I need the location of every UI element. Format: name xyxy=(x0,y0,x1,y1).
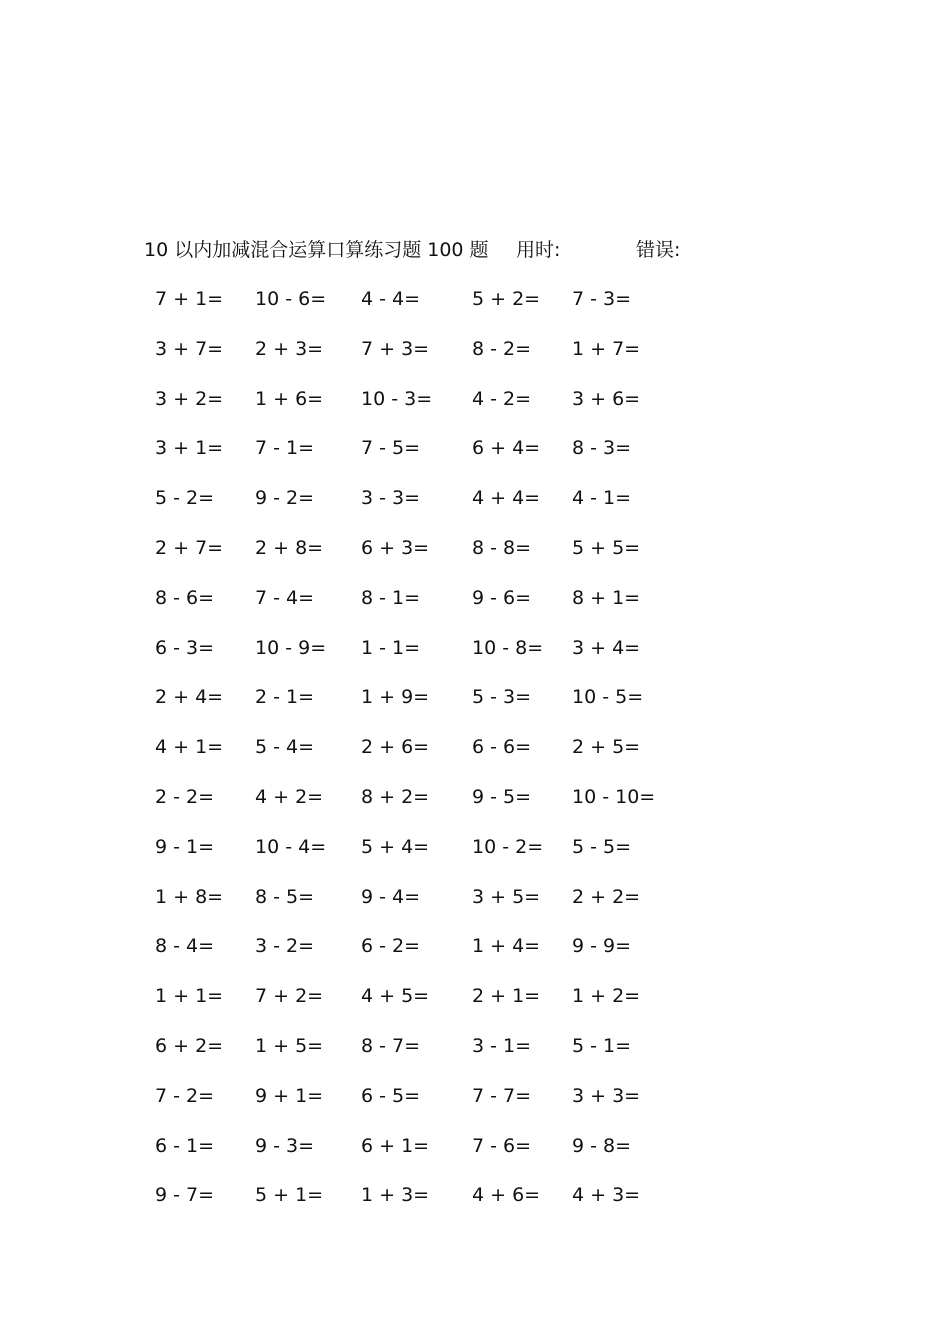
problem-cell: 9 - 5= xyxy=(472,785,532,808)
problem-cell: 5 - 2= xyxy=(155,487,215,510)
problem-cell: 2 + 5= xyxy=(572,736,641,759)
problem-cell: 4 + 4= xyxy=(472,487,541,510)
problem-cell: 3 + 3= xyxy=(572,1084,641,1107)
problem-cell: 8 - 8= xyxy=(472,536,532,559)
problem-cell: 7 + 1= xyxy=(155,288,224,310)
problem-cell: 6 - 3= xyxy=(155,636,215,659)
problem-cell: 8 - 1= xyxy=(361,586,421,609)
problem-cell: 4 + 2= xyxy=(255,785,324,808)
problem-cell: 6 - 1= xyxy=(155,1134,215,1157)
problem-cell: 1 - 1= xyxy=(361,636,421,659)
problem-cell: 3 + 2= xyxy=(155,387,224,410)
problem-cell: 4 - 1= xyxy=(572,487,632,510)
problem-row xyxy=(0,636,950,686)
problem-cell: 10 - 2= xyxy=(472,835,544,858)
problem-cell: 10 - 5= xyxy=(572,686,644,709)
problem-row xyxy=(0,685,950,735)
problem-cell: 2 + 8= xyxy=(255,536,324,559)
problem-cell: 6 - 6= xyxy=(472,736,532,759)
problem-cell: 5 + 2= xyxy=(472,288,541,310)
problem-row xyxy=(0,885,950,935)
problem-cell: 8 - 5= xyxy=(255,885,315,908)
problem-cell: 6 - 2= xyxy=(361,935,421,958)
problem-row xyxy=(0,1034,950,1084)
problem-cell: 7 - 7= xyxy=(472,1084,532,1107)
problem-cell: 7 - 3= xyxy=(572,288,632,310)
problem-cell: 5 + 1= xyxy=(255,1184,324,1207)
problem-cell: 5 + 5= xyxy=(572,536,641,559)
problem-row xyxy=(0,586,950,636)
problem-cell: 6 + 4= xyxy=(472,437,541,460)
problem-grid xyxy=(0,287,950,1233)
problem-cell: 1 + 4= xyxy=(472,935,541,958)
problem-cell: 6 + 1= xyxy=(361,1134,430,1157)
problem-cell: 1 + 7= xyxy=(572,337,641,360)
problem-cell: 9 + 1= xyxy=(255,1084,324,1107)
problem-row xyxy=(0,536,950,586)
problem-cell: 7 - 5= xyxy=(361,437,421,460)
problem-cell: 2 + 3= xyxy=(255,337,324,360)
time-used-label: 用时: xyxy=(516,239,561,261)
problem-cell: 3 + 6= xyxy=(572,387,641,410)
problem-cell: 1 + 8= xyxy=(155,885,224,908)
worksheet-title: 10 以内加减混合运算口算练习题 100 题 xyxy=(144,239,489,261)
problem-cell: 7 - 6= xyxy=(472,1134,532,1157)
problem-row xyxy=(0,337,950,387)
problem-cell: 2 + 4= xyxy=(155,686,224,709)
problem-cell: 2 + 6= xyxy=(361,736,430,759)
problem-cell: 3 + 5= xyxy=(472,885,541,908)
problem-cell: 10 - 10= xyxy=(572,785,656,808)
problem-row xyxy=(0,436,950,486)
problem-cell: 8 - 7= xyxy=(361,1034,421,1057)
errors-label: 错误: xyxy=(636,239,681,261)
problem-cell: 9 - 3= xyxy=(255,1134,315,1157)
problem-cell: 4 - 4= xyxy=(361,288,421,310)
problem-cell: 2 - 1= xyxy=(255,686,315,709)
problem-cell: 9 - 8= xyxy=(572,1134,632,1157)
problem-cell: 9 - 7= xyxy=(155,1184,215,1207)
problem-cell: 10 - 9= xyxy=(255,636,327,659)
problem-cell: 10 - 4= xyxy=(255,835,327,858)
problem-cell: 5 - 4= xyxy=(255,736,315,759)
problem-row xyxy=(0,486,950,536)
problem-cell: 2 + 2= xyxy=(572,885,641,908)
problem-cell: 10 - 3= xyxy=(361,387,433,410)
problem-cell: 6 + 2= xyxy=(155,1034,224,1057)
problem-cell: 1 + 5= xyxy=(255,1034,324,1057)
problem-cell: 7 + 2= xyxy=(255,985,324,1008)
problem-row xyxy=(0,1134,950,1184)
problem-cell: 4 + 1= xyxy=(155,736,224,759)
problem-cell: 10 - 8= xyxy=(472,636,544,659)
problem-row xyxy=(0,835,950,885)
problem-cell: 3 - 1= xyxy=(472,1034,532,1057)
problem-cell: 9 - 9= xyxy=(572,935,632,958)
problem-cell: 6 - 5= xyxy=(361,1084,421,1107)
problem-row xyxy=(0,785,950,835)
problem-cell: 3 + 4= xyxy=(572,636,641,659)
problem-row xyxy=(0,387,950,437)
problem-cell: 7 - 2= xyxy=(155,1084,215,1107)
problem-cell: 8 + 1= xyxy=(572,586,641,609)
problem-cell: 8 - 6= xyxy=(155,586,215,609)
problem-cell: 4 + 5= xyxy=(361,985,430,1008)
problem-cell: 8 - 4= xyxy=(155,935,215,958)
problem-cell: 3 - 2= xyxy=(255,935,315,958)
problem-cell: 5 - 3= xyxy=(472,686,532,709)
problem-row xyxy=(0,287,950,337)
problem-cell: 4 + 3= xyxy=(572,1184,641,1207)
problem-cell: 5 - 1= xyxy=(572,1034,632,1057)
problem-cell: 9 - 2= xyxy=(255,487,315,510)
problem-cell: 1 + 3= xyxy=(361,1184,430,1207)
problem-cell: 7 + 3= xyxy=(361,337,430,360)
problem-cell: 1 + 1= xyxy=(155,985,224,1008)
problem-cell: 3 + 7= xyxy=(155,337,224,360)
problem-cell: 2 + 7= xyxy=(155,536,224,559)
problem-cell: 9 - 4= xyxy=(361,885,421,908)
problem-cell: 1 + 6= xyxy=(255,387,324,410)
problem-cell: 8 + 2= xyxy=(361,785,430,808)
problem-cell: 10 - 6= xyxy=(255,288,327,310)
problem-cell: 3 - 3= xyxy=(361,487,421,510)
problem-cell: 8 - 3= xyxy=(572,437,632,460)
problem-row xyxy=(0,1084,950,1134)
problem-cell: 2 + 1= xyxy=(472,985,541,1008)
problem-cell: 2 - 2= xyxy=(155,785,215,808)
problem-cell: 7 - 4= xyxy=(255,586,315,609)
problem-cell: 3 + 1= xyxy=(155,437,224,460)
problem-cell: 8 - 2= xyxy=(472,337,532,360)
problem-cell: 5 + 4= xyxy=(361,835,430,858)
problem-cell: 4 + 6= xyxy=(472,1184,541,1207)
problem-cell: 9 - 1= xyxy=(155,835,215,858)
problem-cell: 1 + 9= xyxy=(361,686,430,709)
problem-row xyxy=(0,735,950,785)
problem-cell: 6 + 3= xyxy=(361,536,430,559)
problem-cell: 9 - 6= xyxy=(472,586,532,609)
problem-row xyxy=(0,934,950,984)
problem-cell: 4 - 2= xyxy=(472,387,532,410)
problem-row xyxy=(0,984,950,1034)
problem-row xyxy=(0,1183,950,1233)
problem-cell: 7 - 1= xyxy=(255,437,315,460)
problem-cell: 1 + 2= xyxy=(572,985,641,1008)
problem-cell: 5 - 5= xyxy=(572,835,632,858)
